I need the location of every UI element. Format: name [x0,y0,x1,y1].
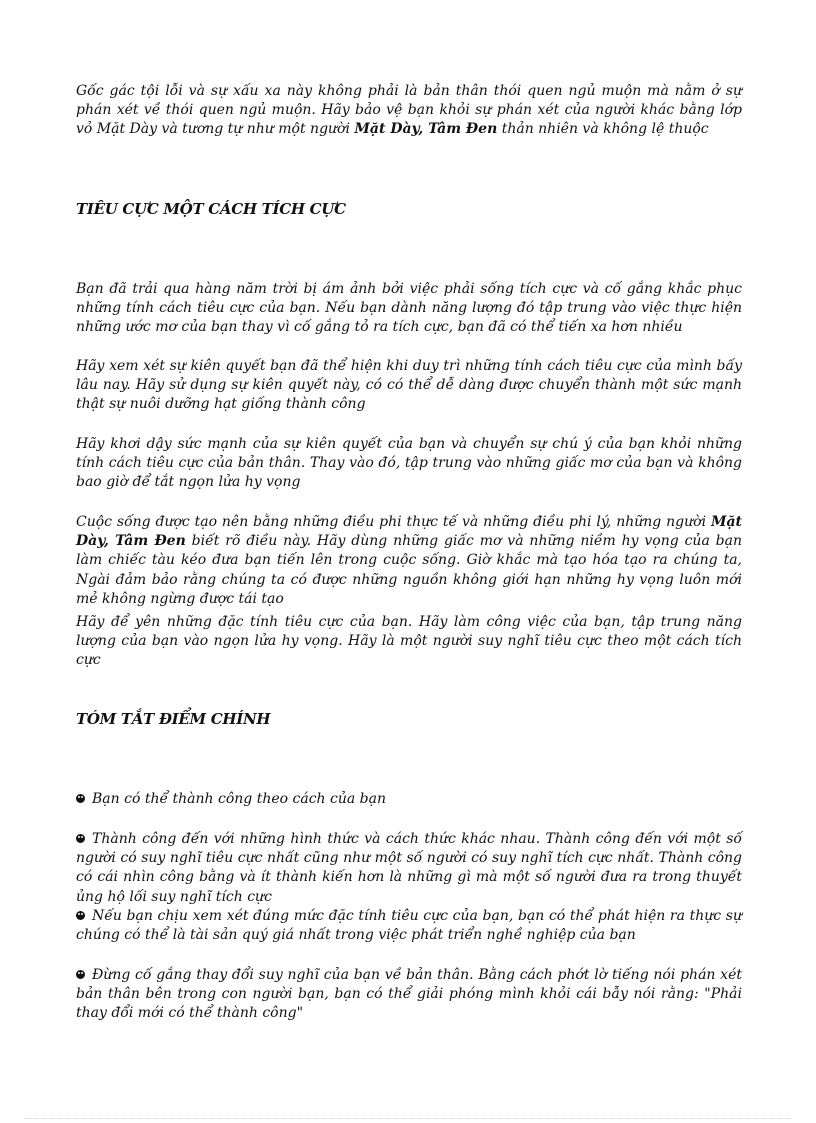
section1-paragraph-5: Hãy để yên những đặc tính tiêu cực của bạn. Hãy làm công việc của bạn, tập trung năng lượng của bạn vào ngọn lửa hy vọng. Hãy là một người suy nghĩ tiêu cực theo một cách tích cực [76,614,742,669]
bullet-text: Đừng cố gắng thay đổi suy nghĩ của bạn về bản thân. Bằng cách phớt lờ tiếng nói phán xét bản thân bên trong con người bạn, bạn có thể giải phóng mình khỏi cái bẫy nói rằng: "Phải thay đổi mới có thể thành công" [76,967,742,1022]
page-bottom-divider [24,1118,792,1119]
summary-bullet-1 [76,790,742,809]
p4-text-start: Cuộc sống được tạo nên bằng những điều phi thực tế và những điều phi lý, những người [76,514,711,530]
smiley-bullet-icon [76,970,85,979]
section-heading-tieu-cuc: TIÊU CỰC MỘT CÁCH TÍCH CỰC [76,200,346,218]
p4-bold-text: Mặt Dày, Tâm Đen [76,514,742,550]
smiley-bullet-icon [76,794,85,803]
intro-text: Gốc gác tội lỗi và sự xấu xa này không phải là bản thân thói quen ngủ muộn mà nằm ở sự phán xét về thói quen ngủ muộn. Hãy bảo vệ bạn khỏi sự phán xét của người khác bằng lớp vỏ Mặt Dày và tương tự như một người [76,83,742,138]
bullet-text: Thành công đến với những hình thức và cách thức khác nhau. Thành công đến với một số người có suy nghĩ tiêu cực nhất cũng như một số người có suy nghĩ tích cực nhất. Thành công có cái nhìn công bằng và ít thành kiến hơn là những gì mà một số người đưa ra trong thuyết ủng hộ lối suy nghĩ tích cực [76,831,742,905]
bullet-text: Bạn có thể thành công theo cách của bạn [92,791,386,807]
section-heading-tom-tat: TÓM TẮT ĐIỂM CHÍNH [76,710,271,728]
summary-bullet-3 [76,907,742,945]
summary-bullet-4 [76,966,742,1024]
section1-paragraph-1: Bạn đã trải qua hàng năm trời bị ám ảnh bởi việc phải sống tích cực và cố gắng khắc phục những tính cách tiêu cực của bạn. Nếu bạn dành năng lượng đó tập trung vào việc thực hiện những ước mơ của bạn thay vì cố gắng tỏ ra tích cực, bạn đã có thể tiến xa hơn nhiều [76,281,742,336]
p4-text-end: biết rõ điều này. Hãy dùng những giấc mơ và những niềm hy vọng của bạn làm chiếc tàu kéo đưa bạn tiến lên trong cuộc sống. Giờ khắc mà tạo hóa tạo ra chúng ta, Ngài đảm bảo rằng chúng ta có được những nguồn không giới hạn những hy vọng luôn mới mẻ không ngừng được tái tạo [76,533,743,607]
intro-bold-text: Mặt Dày, Tâm Đen [354,121,498,138]
section1-paragraph-3: Hãy khơi dậy sức mạnh của sự kiên quyết của bạn và chuyển sự chú ý của bạn khỏi những tính cách tiêu cực của bản thân. Thay vào đó, tập trung vào những giấc mơ của bạn và không bao giờ để tắt ngọn lửa hy vọng [76,436,742,491]
summary-bullet-2 [76,830,742,907]
bullet-text: Nếu bạn chịu xem xét đúng mức đặc tính tiêu cực của bạn, bạn có thể phát hiện ra thực sự chúng có thể là tài sản quý giá nhất trong việc phát triển nghề nghiệp của bạn [76,908,742,944]
intro-tail-text: thản nhiên và không lệ thuộc [497,121,709,138]
section1-paragraph-2: Hãy xem xét sự kiên quyết bạn đã thể hiện khi duy trì những tính cách tiêu cực của mình bấy lâu nay. Hãy sử dụng sự kiên quyết này, có có thể dễ dàng được chuyển thành một sức mạnh thật sự nuôi dưỡng hạt giống thành công [76,358,742,413]
smiley-bullet-icon [76,834,85,843]
intro-paragraph [76,82,742,140]
smiley-bullet-icon [76,911,85,920]
section1-paragraph-4 [76,513,742,609]
